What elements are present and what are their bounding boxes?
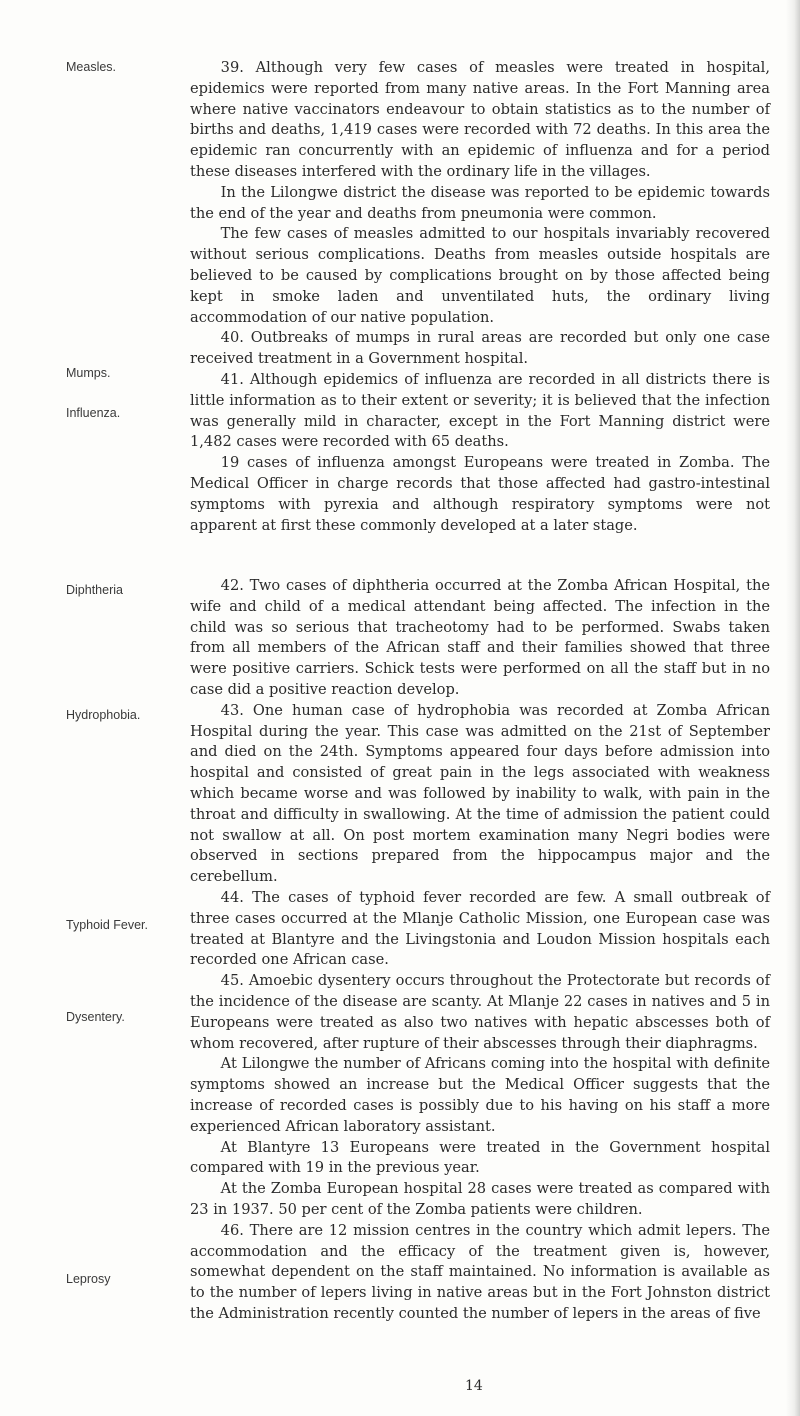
paragraph-45c: At Blantyre 13 Europeans were treated in the Government hospital compared with 19 in the previous year. bbox=[190, 1138, 770, 1177]
margin-note-measles: Measles. bbox=[66, 60, 117, 74]
margin-note-dysentery: Dysentery. bbox=[66, 1010, 125, 1024]
paragraph-39c: The few cases of measles admitted to our hospitals invariably recovered without serious complications. Deaths from measles outside hospitals are believed to be caused by complications brought on by those affected being kept in smoke laden and unventilated huts, the ordinary living accommodation of our native population. bbox=[190, 225, 770, 326]
margin-note-hydrophobia: Hydrophobia. bbox=[66, 708, 141, 722]
paragraph-39: 39. Although very few cases of measles were treated in hospital, epidemics were reported from many native areas. In the Fort Manning area where native vaccinators endeavour to obtain statistics as to the number of births and deaths, 1,419 cases were recorded with 72 deaths. In this area the epidemic ran concurrently with an epidemic of influenza and for a period these diseases interfered with the ordinary life in the villages. bbox=[190, 59, 770, 180]
margin-note-diphtheria: Diphtheria bbox=[66, 583, 123, 597]
paragraph-39b: In the Lilongwe district the disease was reported to be epidemic towards the end of the year and deaths from pneumonia were common. bbox=[190, 183, 770, 222]
paragraph-44: 44. The cases of typhoid fever recorded are few. A small outbreak of three cases occurred at the Mlanje Catholic Mission, one European case was treated at Blantyre and the Livingstonia and Loudon Mission hospitals each recorded one African case. bbox=[190, 888, 770, 969]
paragraph-41b: 19 cases of influenza amongst Europeans were treated in Zomba. The Medical Officer in charge records that those affected had gastro-intestinal symptoms with pyrexia and although respiratory symptoms were not apparent at first these commonly developed at a later stage. bbox=[190, 454, 770, 534]
paragraph-45b: At Lilongwe the number of Africans coming into the hospital with definite symptoms showed an increase but the Medical Officer suggests that the increase of recorded cases is possibly due to his having on his staff a more experienced African laboratory assistant. bbox=[190, 1055, 770, 1135]
page-number: 14 bbox=[465, 1378, 483, 1394]
paragraph-40: 40. Outbreaks of mumps in rural areas are recorded but only one case received treatment in a Government hospital. bbox=[190, 329, 770, 368]
page-edge-shadow bbox=[786, 0, 800, 1416]
paragraph-42: 42. Two cases of diphtheria occurred at the Zomba African Hospital, the wife and child of a medical attendant being affected. The infection in the child was so serious that tracheotomy had to be performed. Swabs taken from all members of the African staff and their families showed that three were positive carriers. Schick tests were performed on all the staff but in no case did a positive reaction develop. bbox=[190, 577, 770, 698]
paragraph-45: 45. Amoebic dysentery occurs throughout the Protectorate but records of the incidence of the disease are scanty. At Mlanje 22 cases in natives and 5 in Europeans were treated as also two natives with hepatic abscesses both of whom recovered, after rupture of their abscesses through their diaphragms. bbox=[190, 972, 770, 1052]
margin-note-mumps: Mumps. bbox=[66, 366, 111, 380]
paragraph-43: 43. One human case of hydrophobia was recorded at Zomba African Hospital during the year. This case was admitted on the 21st of September and died on the 24th. Symptoms appeared four days before admission into hospital and consisted of great pain in the legs associated with weakness which became worse and was followed by inability to walk, with pain in the throat and difficulty in swallowing. At the time of admission the patient could not swallow at all. On post mortem examination many Negri bodies were observed in sections prepared from the hippocampus major and the cerebellum. bbox=[190, 701, 770, 886]
paragraph-41: 41. Although epidemics of influenza are recorded in all districts there is little information as to their extent or severity; it is believed that the infection was generally mild in character, except in the Fort Manning district were 1,482 cases were recorded with 65 deaths. bbox=[190, 370, 770, 451]
margin-note-typhoid: Typhoid Fever. bbox=[66, 918, 148, 932]
paragraph-45d: At the Zomba European hospital 28 cases were treated as compared with 23 in 1937. 50 per cent of the Zomba patients were children. bbox=[190, 1180, 770, 1218]
diphtheria-section bbox=[190, 576, 770, 1325]
paragraph-46: 46. There are 12 mission centres in the country which admit lepers. The accommodation and the efficacy of the treatment given is, however, somewhat dependent on the staff maintained. No information is available as to the number of lepers living in native areas but in the Fort Johnston district the Administration recently counted the number of lepers in the areas of five bbox=[190, 1221, 770, 1322]
margin-note-leprosy: Leprosy bbox=[66, 1272, 111, 1286]
margin-note-influenza: Influenza. bbox=[66, 406, 121, 420]
measles-section bbox=[190, 58, 770, 536]
